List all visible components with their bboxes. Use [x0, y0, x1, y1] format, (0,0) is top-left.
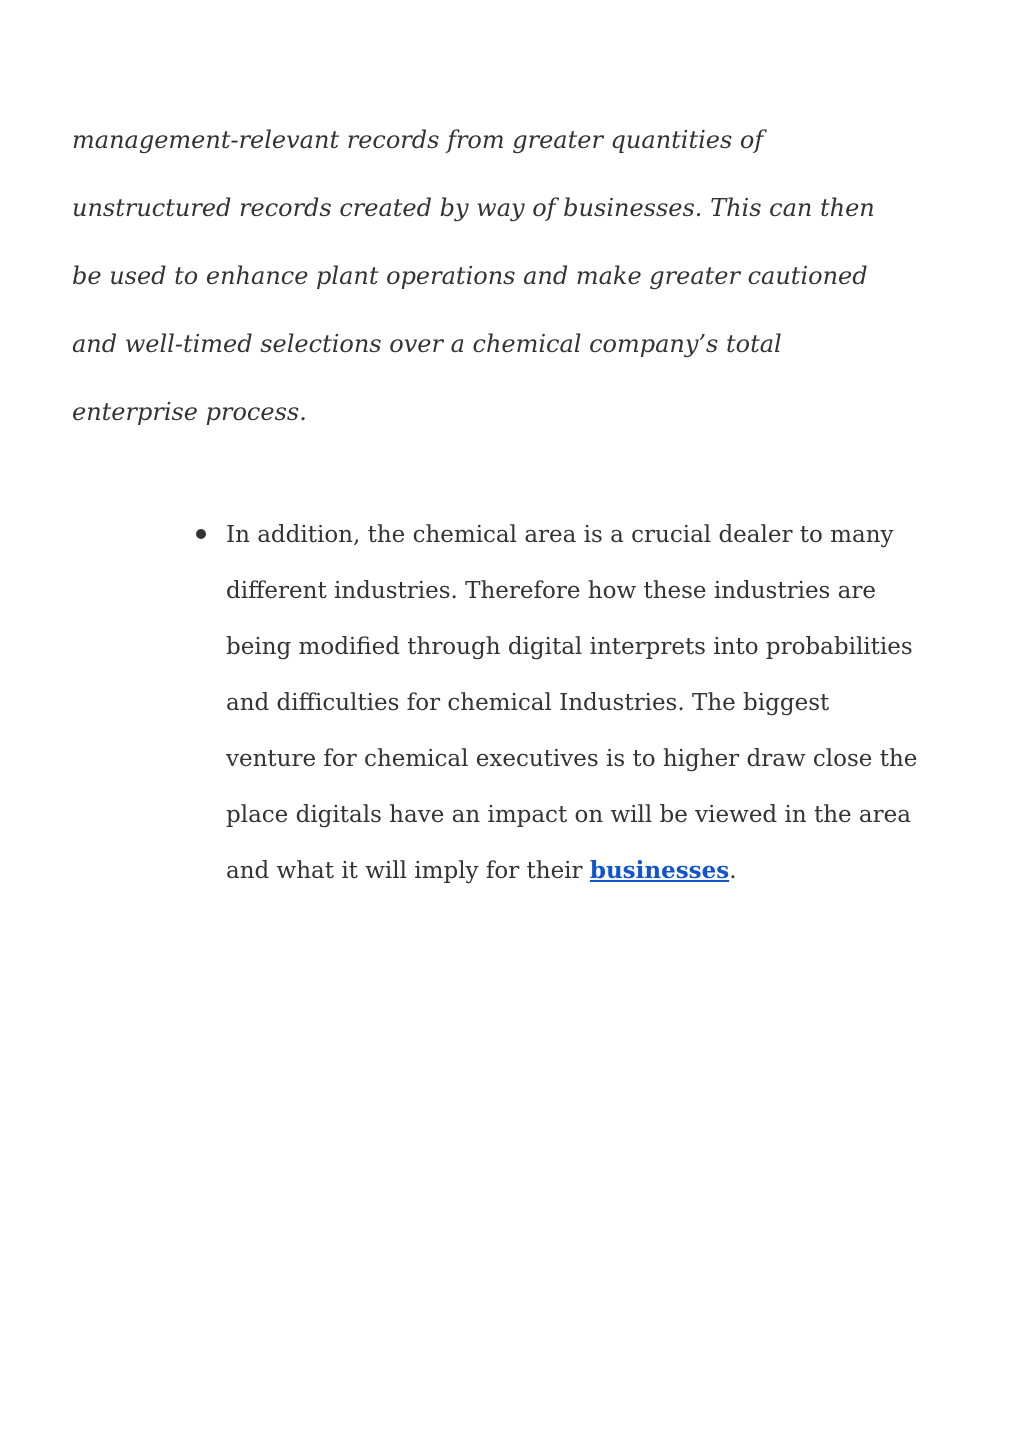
list-item — [192, 512, 918, 904]
bullet-line: In addition, the chemical area is a crucial dealer to many — [226, 522, 894, 548]
bullet-line-last — [226, 848, 912, 904]
paragraph-line: be used to enhance plant operations and make greater cautioned — [72, 262, 868, 290]
paragraph-line: unstructured records created by way of businesses. This can then — [72, 194, 875, 222]
bullet-line: place digitals have an impact on will be viewed in the area — [226, 802, 911, 828]
bullet-icon — [196, 529, 206, 539]
bullet-line: and difficulties for chemical Industries. The biggest — [226, 690, 830, 716]
bullet-trailing-period: . — [729, 858, 737, 884]
paragraph-line: and well-timed selections over a chemical company’s total — [72, 330, 782, 358]
bullet-line: venture for chemical executives is to higher draw close the — [226, 746, 918, 772]
bullet-line: being modified through digital interprets into probabilities — [226, 634, 913, 660]
bullet-line: different industries. Therefore how these industries are — [226, 578, 876, 604]
bullet-last-text: and what it will imply for their — [226, 858, 590, 884]
paragraph-line: enterprise process. — [72, 398, 307, 426]
bullet-list — [192, 512, 918, 904]
paragraph-line: management-relevant records from greater quantities of — [72, 126, 764, 154]
businesses-link[interactable]: businesses — [589, 857, 730, 884]
italic-paragraph — [72, 116, 932, 456]
